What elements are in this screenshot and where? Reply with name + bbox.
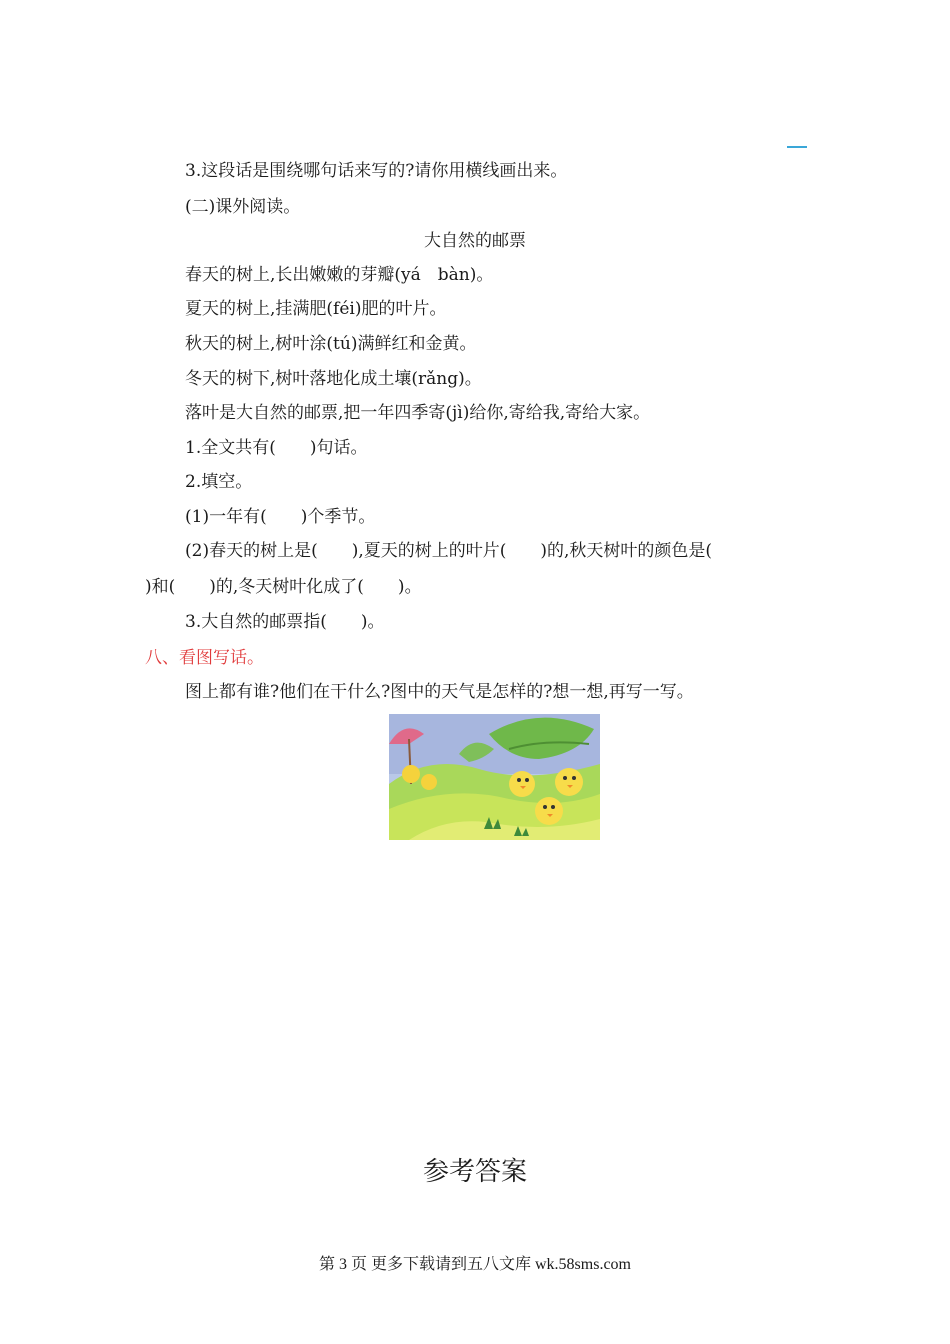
answers-heading: 参考答案 (422, 1157, 527, 1187)
page-footer: 第 3 页 更多下载请到五八文库 wk.58sms.com (318, 1256, 631, 1273)
question-2-2-line-2: )和( )的,冬天树叶化成了( )。 (145, 577, 422, 597)
passage-title: 大自然的邮票 (424, 231, 526, 251)
question-2-1: (1)一年有( )个季节。 (185, 507, 376, 527)
corner-mark (787, 146, 807, 148)
question-1: 1.全文共有( )句话。 (185, 438, 368, 458)
question-3-underline: 3.这段话是围绕哪句话来写的?请你用横线画出来。 (185, 161, 568, 181)
passage-line-4: 冬天的树下,树叶落地化成土壤(rǎng)。 (185, 369, 482, 389)
question-3: 3.大自然的邮票指( )。 (185, 612, 385, 632)
question-2: 2.填空。 (185, 472, 253, 492)
section-extracurricular-reading: (二)课外阅读。 (185, 197, 301, 217)
passage-line-2: 夏天的树上,挂满肥(féi)肥的叶片。 (185, 299, 447, 319)
section-eight-heading: 八、看图写话。 (145, 648, 264, 668)
illustration-chicks-in-rain (389, 714, 600, 840)
passage-line-3: 秋天的树上,树叶涂(tú)满鲜红和金黄。 (185, 334, 477, 354)
section-eight-prompt: 图上都有谁?他们在干什么?图中的天气是怎样的?想一想,再写一写。 (185, 682, 694, 702)
question-2-2-line-1: (2)春天的树上是( ),夏天的树上的叶片( )的,秋天树叶的颜色是( (185, 541, 713, 561)
passage-line-5: 落叶是大自然的邮票,把一年四季寄(jì)给你,寄给我,寄给大家。 (185, 403, 651, 423)
passage-line-1: 春天的树上,长出嫩嫩的芽瓣(yá bàn)。 (185, 265, 494, 285)
